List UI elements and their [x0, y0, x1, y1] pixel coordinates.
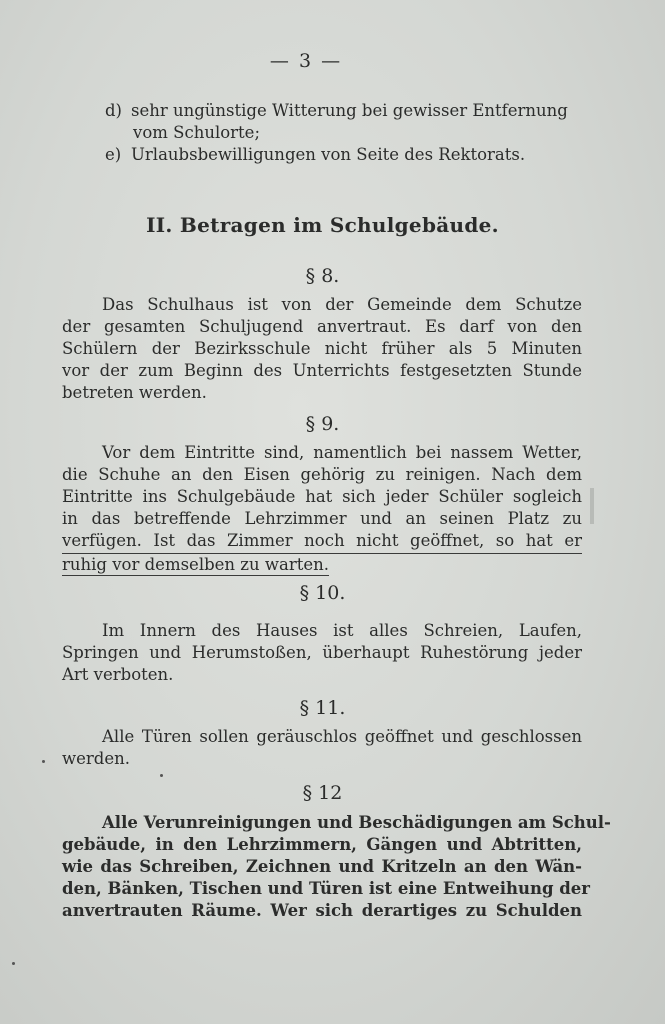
text-line: werden.	[62, 749, 130, 768]
list-text-line: sehr ungünstige Witterung bei gewisser Entfernung	[131, 101, 568, 120]
text-line: Eintritte ins Schulgebäude hat sich jeder Schüler sogleich	[62, 487, 582, 506]
text-line: Springen und Herumstoßen, überhaupt Ruhestörung jeder	[62, 643, 582, 662]
margin-mark	[590, 488, 594, 524]
text-line: vor der zum Beginn des Unterrichts festgesetzten Stunde	[62, 361, 582, 380]
text-line: gebäude, in den Lehrzimmern, Gängen und Abtritten,	[62, 835, 582, 854]
page-number: — 3 —	[269, 50, 343, 72]
underlined-text: ruhig vor demselben zu warten.	[62, 555, 329, 574]
text-line: betreten werden.	[62, 383, 207, 402]
text-line: Alle Türen sollen geräuschlos geöffnet und geschlossen	[102, 727, 582, 746]
list-marker: e)	[105, 145, 122, 164]
paragraph-heading-12: § 12	[302, 782, 343, 804]
list-text-line: vom Schulorte;	[133, 123, 260, 142]
list-item	[105, 144, 595, 166]
paragraph-body-8	[62, 294, 582, 404]
enumeration-list	[105, 100, 595, 166]
text-line: der gesamten Schuljugend anvertraut. Es darf von den	[62, 317, 582, 336]
section-heading: II. Betragen im Schulgebäude.	[146, 213, 499, 237]
text-line: Das Schulhaus ist von der Gemeinde dem Schutze	[102, 295, 582, 314]
text-line: Alle Verunreinigungen und Beschädigungen am Schul-	[102, 813, 611, 832]
underlined-text-line	[62, 554, 582, 576]
text-line: den, Bänken, Tischen und Türen ist eine Entweihung der	[62, 879, 590, 898]
text-line: anvertrauten Räume. Wer sich derartiges zu Schulden	[62, 901, 582, 920]
paragraph-body-11	[62, 726, 582, 770]
text-line: Schülern der Bezirksschule nicht früher als 5 Minuten	[62, 339, 582, 358]
text-line: in das betreffende Lehrzimmer und an seinen Platz zu	[62, 509, 582, 528]
text-line: wie das Schreiben, Zeichnen und Kritzeln an den Wän-	[62, 857, 582, 876]
text-line: Vor dem Eintritte sind, namentlich bei nassem Wetter,	[102, 443, 582, 462]
text-line: die Schuhe an den Eisen gehörig zu reinigen. Nach dem	[62, 465, 582, 484]
paper-speck	[160, 774, 163, 777]
paragraph-heading-9: § 9.	[305, 413, 340, 435]
paragraph-heading-8: § 8.	[305, 265, 340, 287]
text-line: Art verboten.	[62, 665, 174, 684]
paragraph-heading-11: § 11.	[299, 697, 346, 719]
paragraph-body-10	[62, 620, 582, 686]
paragraph-body-9	[62, 442, 582, 576]
text-line: Im Innern des Hauses ist alles Schreien, Laufen,	[102, 621, 582, 640]
underlined-text-line: verfügen. Ist das Zimmer noch nicht geöffnet, so hat er	[62, 530, 582, 554]
paper-speck	[12, 962, 15, 965]
list-marker: d)	[105, 101, 122, 120]
list-text-line: Urlaubsbewilligungen von Seite des Rektorats.	[131, 145, 526, 164]
paragraph-heading-10: § 10.	[299, 582, 346, 604]
paper-speck	[42, 760, 45, 763]
list-item	[105, 100, 595, 144]
paragraph-body-12	[62, 812, 611, 922]
